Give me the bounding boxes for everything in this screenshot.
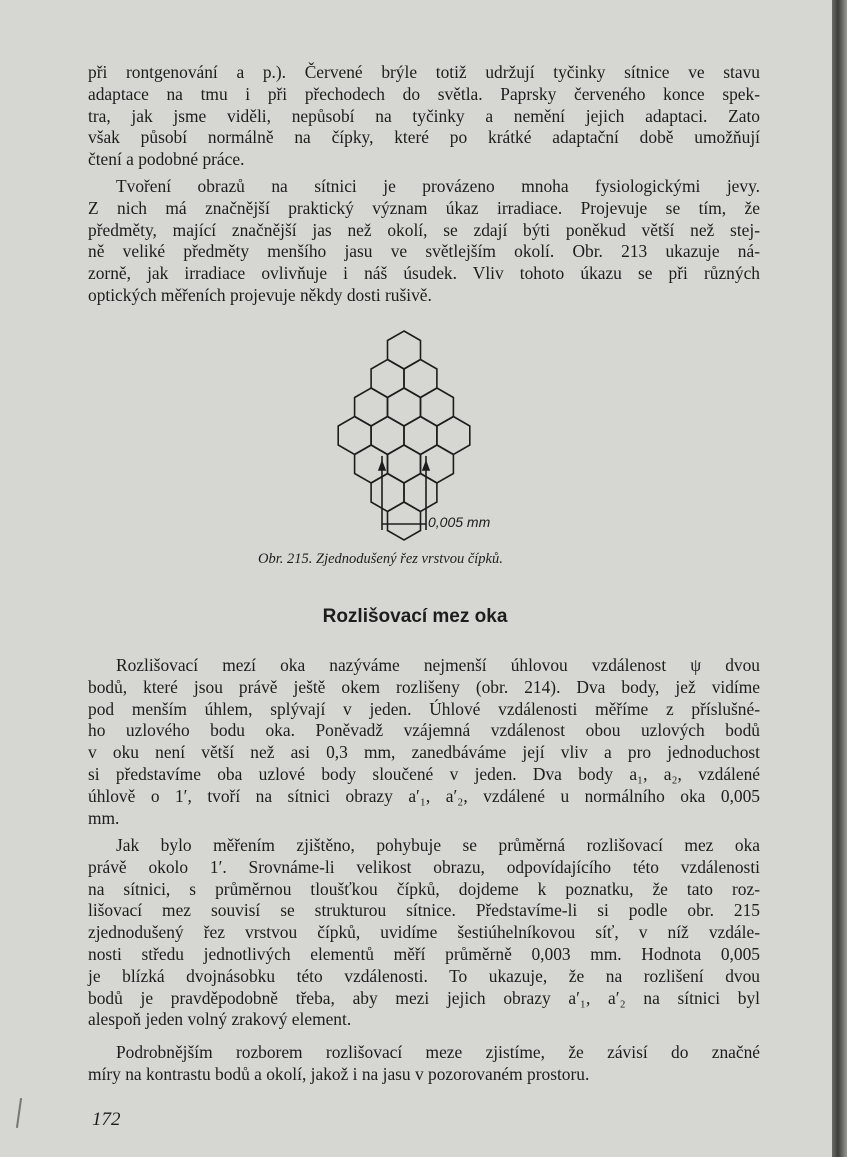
book-spine-shadow [832,0,847,1157]
cone-hexagon [404,474,437,512]
text-line: bodů, které jsou právě ještě okem rozlišeny (obr. 214). Dva body, jež vidíme [88,676,760,697]
cone-hexagon [388,331,421,369]
text-line: Z nich má značnější praktický význam úkaz irradiace. Projevuje se tím, že [88,197,760,218]
text-line: však působí normálně na čípky, které po krátké adaptační době umožňují [88,127,760,148]
text-line: tra, jak jsme viděli, nepůsobí na tyčinky a nemění jejich adaptaci. Zato [88,105,760,126]
dimension-label: 0,005 mm [428,514,491,530]
text-line: Podrobnějším rozborem rozlišovací meze zjistíme, že závisí do značné [116,1042,760,1062]
text-line: alespoň jeden volný zrakový element. [88,1009,352,1030]
cone-hexagon [404,417,437,455]
cone-hexagon [404,360,437,398]
text-line: míry na kontrastu bodů a okolí, jakož i na jasu v pozorovaném prostoru. [88,1063,590,1084]
text-line: čtení a podobné práce. [88,149,245,170]
cone-hexagon [388,445,421,483]
text-line: úhlově o 1′, tvoří na sítnici obrazy a′₁, a′₂, vzdálené u normálního oka 0,005 [88,785,760,806]
text-line: adaptace na tmu i při přechodech do světla. Paprsky červeného konce spek- [88,83,760,104]
figure-caption: Obr. 215. Zjednodušený řez vrstvou čípků. [258,551,503,567]
paragraph-resolution-definition [88,655,760,829]
text-line: si představíme oba uzlové body sloučené v jeden. Dva body a₁, a₂, vzdálené [88,763,760,784]
cone-hexagon [371,474,404,512]
cone-hexagon [388,388,421,426]
text-line: je blízká dvojnásobku této vzdálenosti. To ukazuje, že na rozlišení dvou [88,965,760,986]
text-line: mm. [88,807,120,828]
text-line: optických měřeních projevuje někdy dosti rušivě. [88,284,432,305]
pencil-mark [16,1098,22,1128]
text-line: na sítnici, s průměrnou tloušťkou čípků, dojdeme k poznatku, že tato roz- [88,878,760,899]
text-line: pod menším úhlem, splývají v jeden. Úhlové vzdálenosti měříme z příslušné- [88,698,760,719]
page-number: 172 [92,1109,121,1130]
arrow-marker-right [423,462,429,470]
text-line: Jak bylo měřením zjištěno, pohybuje se průměrná rozlišovací mez oka [116,835,760,855]
text-line: předměty, mající značnější jas než okolí, se zdají býti poněkud větší než stej- [88,219,760,240]
paragraph-irradiation [88,176,760,307]
text-line: Rozlišovací mezí oka nazýváme nejmenší úhlovou vzdálenost ψ dvou [116,655,760,675]
text-line: zjednodušený řez vrstvou čípků, uvidíme šestiúhelníkovou síť, v níž vzdále- [88,922,760,943]
text-line: ho uzlového bodu oka. Poněvadž vzájemná vzdálenost obou uzlových bodů [88,720,760,741]
paragraph-resolution-measurement [88,835,760,1031]
cone-hexagon [437,417,470,455]
section-heading: Rozlišovací mez oka [322,606,508,627]
hexagon-grid-diagram [300,328,540,543]
cone-hexagon [371,360,404,398]
paragraph-adaptation [88,62,760,171]
text-line: v oku není větší než asi 0,3 mm, zanedbáváme její vliv a pro jednoduchost [88,742,760,763]
cone-hexagon [371,417,404,455]
cone-hexagon [355,388,388,426]
text-line: právě okolo 1′. Srovnáme-li velikost obrazu, odpovídajícího této vzdálenosti [88,856,760,877]
figure-hexagon-cone-layer [300,328,540,543]
text-line: bodů je pravděpodobně třeba, aby mezi jejich obrazy a′₁, a′₂ na sítnici byl [88,987,760,1008]
paragraph-contrast [88,1042,760,1086]
text-line: ně veliké předměty menšího jasu ve světlejším okolí. Obr. 213 ukazuje ná- [88,241,760,262]
cone-hexagon [421,388,454,426]
cone-hexagon [388,502,421,540]
arrow-marker-left [379,462,385,470]
text-line: nosti středu jednotlivých elementů měří průměrně 0,003 mm. Hodnota 0,005 [88,943,760,964]
text-line: zorně, jak irradiace ovlivňuje i náš úsudek. Vliv tohoto úkazu se při různých [88,263,760,284]
text-line: Tvoření obrazů na sítnici je provázeno mnoha fysiologickými jevy. [116,176,760,196]
cone-hexagon [338,417,371,455]
text-line: při rontgenování a p.). Červené brýle totiž udržují tyčinky sítnice ve stavu [88,62,760,82]
text-line: lišovací mez souvisí se strukturou sítnice. Představíme-li si podle obr. 215 [88,900,760,921]
